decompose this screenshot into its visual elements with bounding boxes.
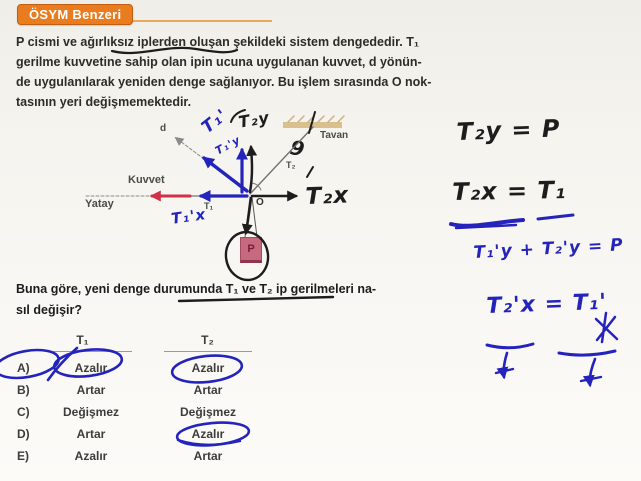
mass-box — [240, 237, 262, 263]
ceiling-bar — [283, 122, 342, 128]
hw-equation-3: T₁'y + T₂'y = P — [473, 235, 625, 263]
answer-E-t2: Artar — [193, 449, 223, 463]
col2-underline — [164, 351, 252, 352]
answer-letter-A: A) — [17, 361, 30, 375]
prompt-line: sıl değişir? — [16, 303, 82, 317]
header-tail-line — [120, 20, 272, 22]
t2y-arrow — [250, 147, 252, 192]
horizontal-label: Yatay — [85, 198, 114, 210]
hw-equation-4: T₂'x = T₁' — [486, 289, 608, 319]
hw-equation-2: T₂x = T₁ — [452, 176, 567, 206]
eq2-left-underline — [451, 220, 523, 226]
hw-t1-prime-label: T₁' — [198, 105, 232, 138]
eq4-left-down-arrow — [504, 353, 507, 377]
answer-letter-B: B) — [17, 383, 30, 397]
answer-D-t2: Azalır — [191, 427, 225, 441]
t1-rope-label: T₁ — [204, 201, 214, 211]
force-label: Kuvvet — [128, 174, 165, 186]
section-badge: ÖSYM Benzeri — [17, 4, 133, 25]
paragraph-line: de uygulanılarak yeniden denge sağlanıyor. Bu işlem sırasında O nok- — [16, 75, 432, 89]
answer-C-t1: Değişmez — [62, 405, 120, 419]
answer-B-t2: Artar — [193, 383, 223, 397]
question-prompt — [16, 279, 436, 321]
angle-tick-stroke — [307, 167, 313, 177]
answer-letter-C: C) — [17, 405, 30, 419]
string-down-arrow — [246, 198, 251, 233]
hw-t1-prime-x-label: T₁'x — [170, 205, 208, 228]
answer-col2-header: T₂ — [201, 333, 214, 347]
t1-prime-arrow — [204, 158, 247, 191]
paragraph-line: P cismi ve ağırlıksız iplerden oluşan şekildeki sistem dengededir. T₁ — [16, 35, 420, 49]
origin-label: O — [256, 197, 264, 208]
answer-letter-D: D) — [17, 427, 30, 441]
answer-letter-E: E) — [17, 449, 29, 463]
eq2-left-underline-2 — [456, 225, 516, 228]
eq4-right-down-arrow — [590, 359, 595, 385]
answer-B-t1: Artar — [76, 383, 106, 397]
angle-arc — [251, 183, 261, 190]
eq4-left-arrow-slash — [496, 369, 513, 373]
mass-label: P — [247, 243, 255, 255]
paragraph-line: gerilme kuvvetine sahip olan ipin ucuna uygulanan kuvvet, d yönün- — [16, 55, 422, 69]
answer-col1-header: T₁ — [76, 333, 89, 347]
printed-figure-lines — [86, 116, 344, 237]
hw-equation-1: T₂y = P — [456, 114, 561, 146]
answer-E-t1: Azalır — [74, 449, 108, 463]
eq4-scribble-x — [596, 313, 617, 342]
ceiling-label: Tavan — [320, 130, 349, 141]
answer-A-t2: Azalır — [191, 361, 225, 375]
hw-angle-mark: 9 — [288, 135, 308, 162]
hw-t1-prime-y-label: T₁'y — [213, 133, 243, 158]
direction-d-label: d — [160, 123, 167, 134]
answer-C-t2: Değişmez — [179, 405, 237, 419]
question-paragraph — [16, 32, 536, 112]
paragraph-line: tasının yeri değişmemektedir. — [16, 95, 192, 109]
t2-rope-label: T₂ — [286, 160, 296, 170]
col1-underline — [50, 351, 132, 352]
eq2-right-underline — [538, 215, 573, 219]
answer-A-t1: Azalır — [74, 361, 108, 375]
hw-t2y-label: T₂y — [237, 107, 272, 132]
eq4-left-underline — [487, 344, 533, 348]
hw-t2x-label: T₂x — [305, 182, 350, 210]
prompt-line: Buna göre, yeni denge durumunda T₁ ve T₂ ip gerilmeleri na- — [16, 282, 377, 296]
answer-D-t1: Artar — [76, 427, 106, 441]
eq4-right-underline — [559, 351, 615, 355]
eq4-right-arrow-slash — [581, 377, 601, 381]
